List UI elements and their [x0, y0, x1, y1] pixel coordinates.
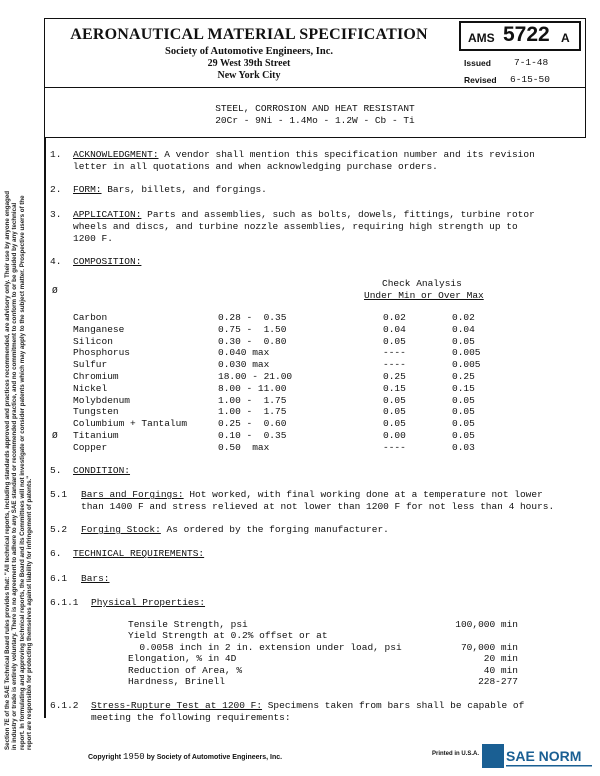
- element-name: Columbium + Tantalum: [73, 418, 188, 430]
- element-range: 0.50 max: [218, 441, 270, 453]
- ams-number: 5722: [503, 23, 550, 46]
- copyright-label: Copyright: [88, 754, 122, 761]
- logo-mark: [482, 744, 504, 768]
- copyright-line: [88, 752, 282, 762]
- check-over-max: 0.03: [452, 441, 475, 453]
- check-over-max: 0.15: [452, 382, 475, 394]
- printed-in-label: Printed in U.S.A.: [432, 751, 480, 757]
- composition-revision-mark: Ø: [52, 429, 58, 441]
- element-range: 8.00 - 11.00: [218, 382, 287, 394]
- section-number: 6.1.2: [50, 700, 79, 711]
- revised-label: Revised: [464, 75, 497, 85]
- element-name: Copper: [73, 441, 108, 453]
- check-over-max: 0.005: [452, 359, 481, 371]
- property-label: Reduction of Area, %: [128, 664, 243, 676]
- property-row: [128, 642, 518, 653]
- material-title: STEEL, CORROSION AND HEAT RESISTANT: [215, 103, 415, 114]
- element-range: 0.030 max: [218, 359, 270, 371]
- side-disclaimer-text: Section 7E of the SAE Technical Board rules provides that: "All technical reports, including standards approved and practices recommended, are advisory only. Their use by anyone engaged in industry or trade is entirely voluntary. There is no agreement to adhere to any SAE standard or recommended practice, and no commitment to conform to or be guided by any technical report. In formulating and approving technical reports, the Board and its Committees will not investigate or consider patents which may apply to the subject matter. Prospective users of the report are responsible for protecting themselves against liability for infringement of patents.": [4, 190, 33, 750]
- element-range: 18.00 - 21.00: [218, 370, 293, 382]
- element-range: 1.00 - 1.75: [218, 406, 287, 418]
- composition-row: [50, 359, 530, 371]
- section-5-2-line1: [81, 524, 389, 535]
- element-range: 0.75 - 1.50: [218, 323, 287, 335]
- check-over-max: 0.05: [452, 418, 475, 430]
- composition-row: [50, 395, 530, 407]
- composition-row: [50, 336, 530, 348]
- section-heading: Bars and Forgings:: [81, 489, 184, 500]
- section-6-1-2-line1: [91, 700, 524, 711]
- section-3-line1: [73, 209, 535, 220]
- element-name: Tungsten: [73, 406, 119, 418]
- property-row: [128, 630, 518, 641]
- property-label: Hardness, Brinell: [128, 675, 225, 687]
- check-under-min: 0.05: [383, 335, 406, 347]
- element-range: 0.10 - 0.35: [218, 429, 287, 441]
- check-under-min: ----: [383, 441, 406, 453]
- check-over-max: 0.25: [452, 370, 475, 382]
- section-heading: CONDITION:: [73, 465, 131, 476]
- society-city: New York City: [217, 70, 281, 81]
- composition-row: [50, 442, 530, 454]
- logo-rule: [506, 765, 592, 767]
- property-row: [128, 653, 518, 664]
- copyright-year: 1950: [123, 752, 145, 762]
- property-label: 0.0058 inch in 2 in. extension under load, psi: [128, 641, 402, 653]
- issued-label: Issued: [464, 58, 491, 68]
- section-heading: Stress-Rupture Test at 1200 F:: [91, 700, 263, 711]
- section-1-line1: [73, 149, 535, 160]
- section-heading: Forging Stock:: [81, 524, 161, 535]
- element-range: 0.28 - 0.35: [218, 312, 287, 323]
- element-name: Molybdenum: [73, 394, 131, 406]
- section-text: Hot worked, with final working done at a temperature not lower: [183, 489, 543, 500]
- check-over-max: 0.005: [452, 347, 481, 359]
- composition-row: [50, 347, 530, 359]
- section-number: 6.1: [50, 573, 68, 584]
- check-under-min: 0.25: [383, 370, 406, 382]
- section-text: 1200 F.: [73, 233, 113, 244]
- check-under-min: 0.05: [383, 418, 406, 430]
- composition-row: [50, 312, 530, 324]
- property-label: Elongation, % in 4D: [128, 653, 237, 665]
- section-heading: TECHNICAL REQUIREMENTS:: [73, 548, 205, 559]
- check-under-min: 0.05: [383, 406, 406, 418]
- section-text: As ordered by the forging manufacturer.: [160, 524, 389, 535]
- check-over-max: 0.05: [452, 429, 475, 441]
- section-number: 5.2: [50, 524, 68, 535]
- section-5-1-line1: [81, 489, 543, 500]
- property-value: 70,000 min: [460, 641, 518, 653]
- composition-row: [50, 324, 530, 336]
- sae-norm-logo: [482, 742, 594, 772]
- check-over-max: 0.04: [452, 323, 475, 335]
- section-heading: APPLICATION:: [73, 209, 142, 220]
- section-text: Parts and assemblies, such as bolts, dowels, fittings, turbine rotor: [141, 209, 535, 220]
- property-value: 100,000 min: [455, 619, 518, 630]
- check-analysis-header: Check Analysis: [382, 278, 462, 289]
- section-number: 1.: [50, 149, 62, 160]
- section-text: A vendor shall mention this specification number and its revision: [158, 149, 535, 160]
- check-under-min: 0.02: [383, 312, 406, 323]
- section-number: 6.: [50, 548, 62, 559]
- property-row: [128, 676, 518, 687]
- property-value: 20 min: [483, 653, 518, 665]
- check-under-min: 0.00: [383, 429, 406, 441]
- check-over-max: 0.05: [452, 406, 475, 418]
- section-text: Specimens taken from bars shall be capable of: [262, 700, 525, 711]
- revised-date: 6-15-50: [510, 74, 550, 85]
- check-analysis-subheader: Under Min or Over Max: [364, 290, 484, 301]
- spec-heading: AERONAUTICAL MATERIAL SPECIFICATION: [70, 26, 428, 43]
- element-name: Phosphorus: [73, 347, 131, 359]
- section-number: 5.1: [50, 489, 68, 500]
- composition-table: [50, 312, 530, 454]
- logo-text: SAE NORM: [506, 748, 582, 764]
- check-over-max: 0.02: [452, 312, 475, 323]
- physical-properties-table: [128, 619, 518, 687]
- element-name: Sulfur: [73, 359, 108, 371]
- left-margin-rule: [44, 138, 46, 718]
- section-heading: Bars:: [81, 573, 110, 584]
- check-under-min: 0.05: [383, 394, 406, 406]
- section-heading: ACKNOWLEDGMENT:: [73, 149, 159, 160]
- element-name: Silicon: [73, 335, 113, 347]
- property-label: Tensile Strength, psi: [128, 619, 248, 630]
- section-heading: Physical Properties:: [91, 597, 206, 608]
- composition-row: [50, 430, 530, 442]
- section-number: 3.: [50, 209, 62, 220]
- check-under-min: ----: [383, 347, 406, 359]
- element-range: 1.00 - 1.75: [218, 394, 287, 406]
- property-value: 228-277: [478, 675, 518, 687]
- element-range: 0.040 max: [218, 347, 270, 359]
- section-heading: FORM:: [73, 184, 102, 195]
- copyright-holder: by Society of Automotive Engineers, Inc.: [146, 754, 283, 761]
- side-disclaimer: [0, 190, 38, 750]
- check-under-min: 0.04: [383, 323, 406, 335]
- society-name: Society of Automotive Engineers, Inc.: [165, 46, 333, 57]
- ams-label: AMS: [468, 31, 495, 45]
- section-heading: COMPOSITION:: [73, 256, 142, 267]
- check-under-min: 0.15: [383, 382, 406, 394]
- element-range: 0.30 - 0.80: [218, 335, 287, 347]
- element-name: Manganese: [73, 323, 125, 335]
- property-row: [128, 619, 518, 630]
- ams-revision-letter: A: [561, 31, 570, 45]
- section-number: 2.: [50, 184, 62, 195]
- property-label: Yield Strength at 0.2% offset or at: [128, 630, 328, 642]
- composition-row: [50, 406, 530, 418]
- issued-date: 7-1-48: [514, 57, 549, 68]
- section-number: 4.: [50, 256, 62, 267]
- property-row: [128, 665, 518, 676]
- check-under-min: ----: [383, 359, 406, 371]
- check-over-max: 0.05: [452, 335, 475, 347]
- check-over-max: 0.05: [452, 394, 475, 406]
- revision-mark: Ø: [52, 285, 58, 296]
- element-range: 0.25 - 0.60: [218, 418, 287, 430]
- element-name: Chromium: [73, 370, 119, 382]
- element-name: Carbon: [73, 312, 108, 323]
- property-value: 40 min: [483, 664, 518, 676]
- composition-row: [50, 371, 530, 383]
- composition-row: [50, 383, 530, 395]
- section-text: letter in all quotations and when acknowledging purchase orders.: [73, 161, 438, 172]
- section-text: Bars, billets, and forgings.: [101, 184, 267, 195]
- section-text: wheels and discs, and turbine nozzle assemblies, requiring high strength up to: [73, 221, 518, 232]
- section-number: 6.1.1: [50, 597, 79, 608]
- element-name: Titanium: [73, 429, 119, 441]
- material-composition-title: 20Cr - 9Ni - 1.4Mo - 1.2W - Cb - Ti: [215, 115, 415, 126]
- section-text: than 1400 F and stress relieved at not lower than 1200 F for not less than 4 hours.: [81, 501, 555, 512]
- section-text: meeting the following requirements:: [91, 712, 291, 723]
- composition-row: [50, 418, 530, 430]
- society-street: 29 West 39th Street: [207, 58, 291, 69]
- section-number: 5.: [50, 465, 62, 476]
- section-2-line1: [73, 184, 267, 195]
- element-name: Nickel: [73, 382, 108, 394]
